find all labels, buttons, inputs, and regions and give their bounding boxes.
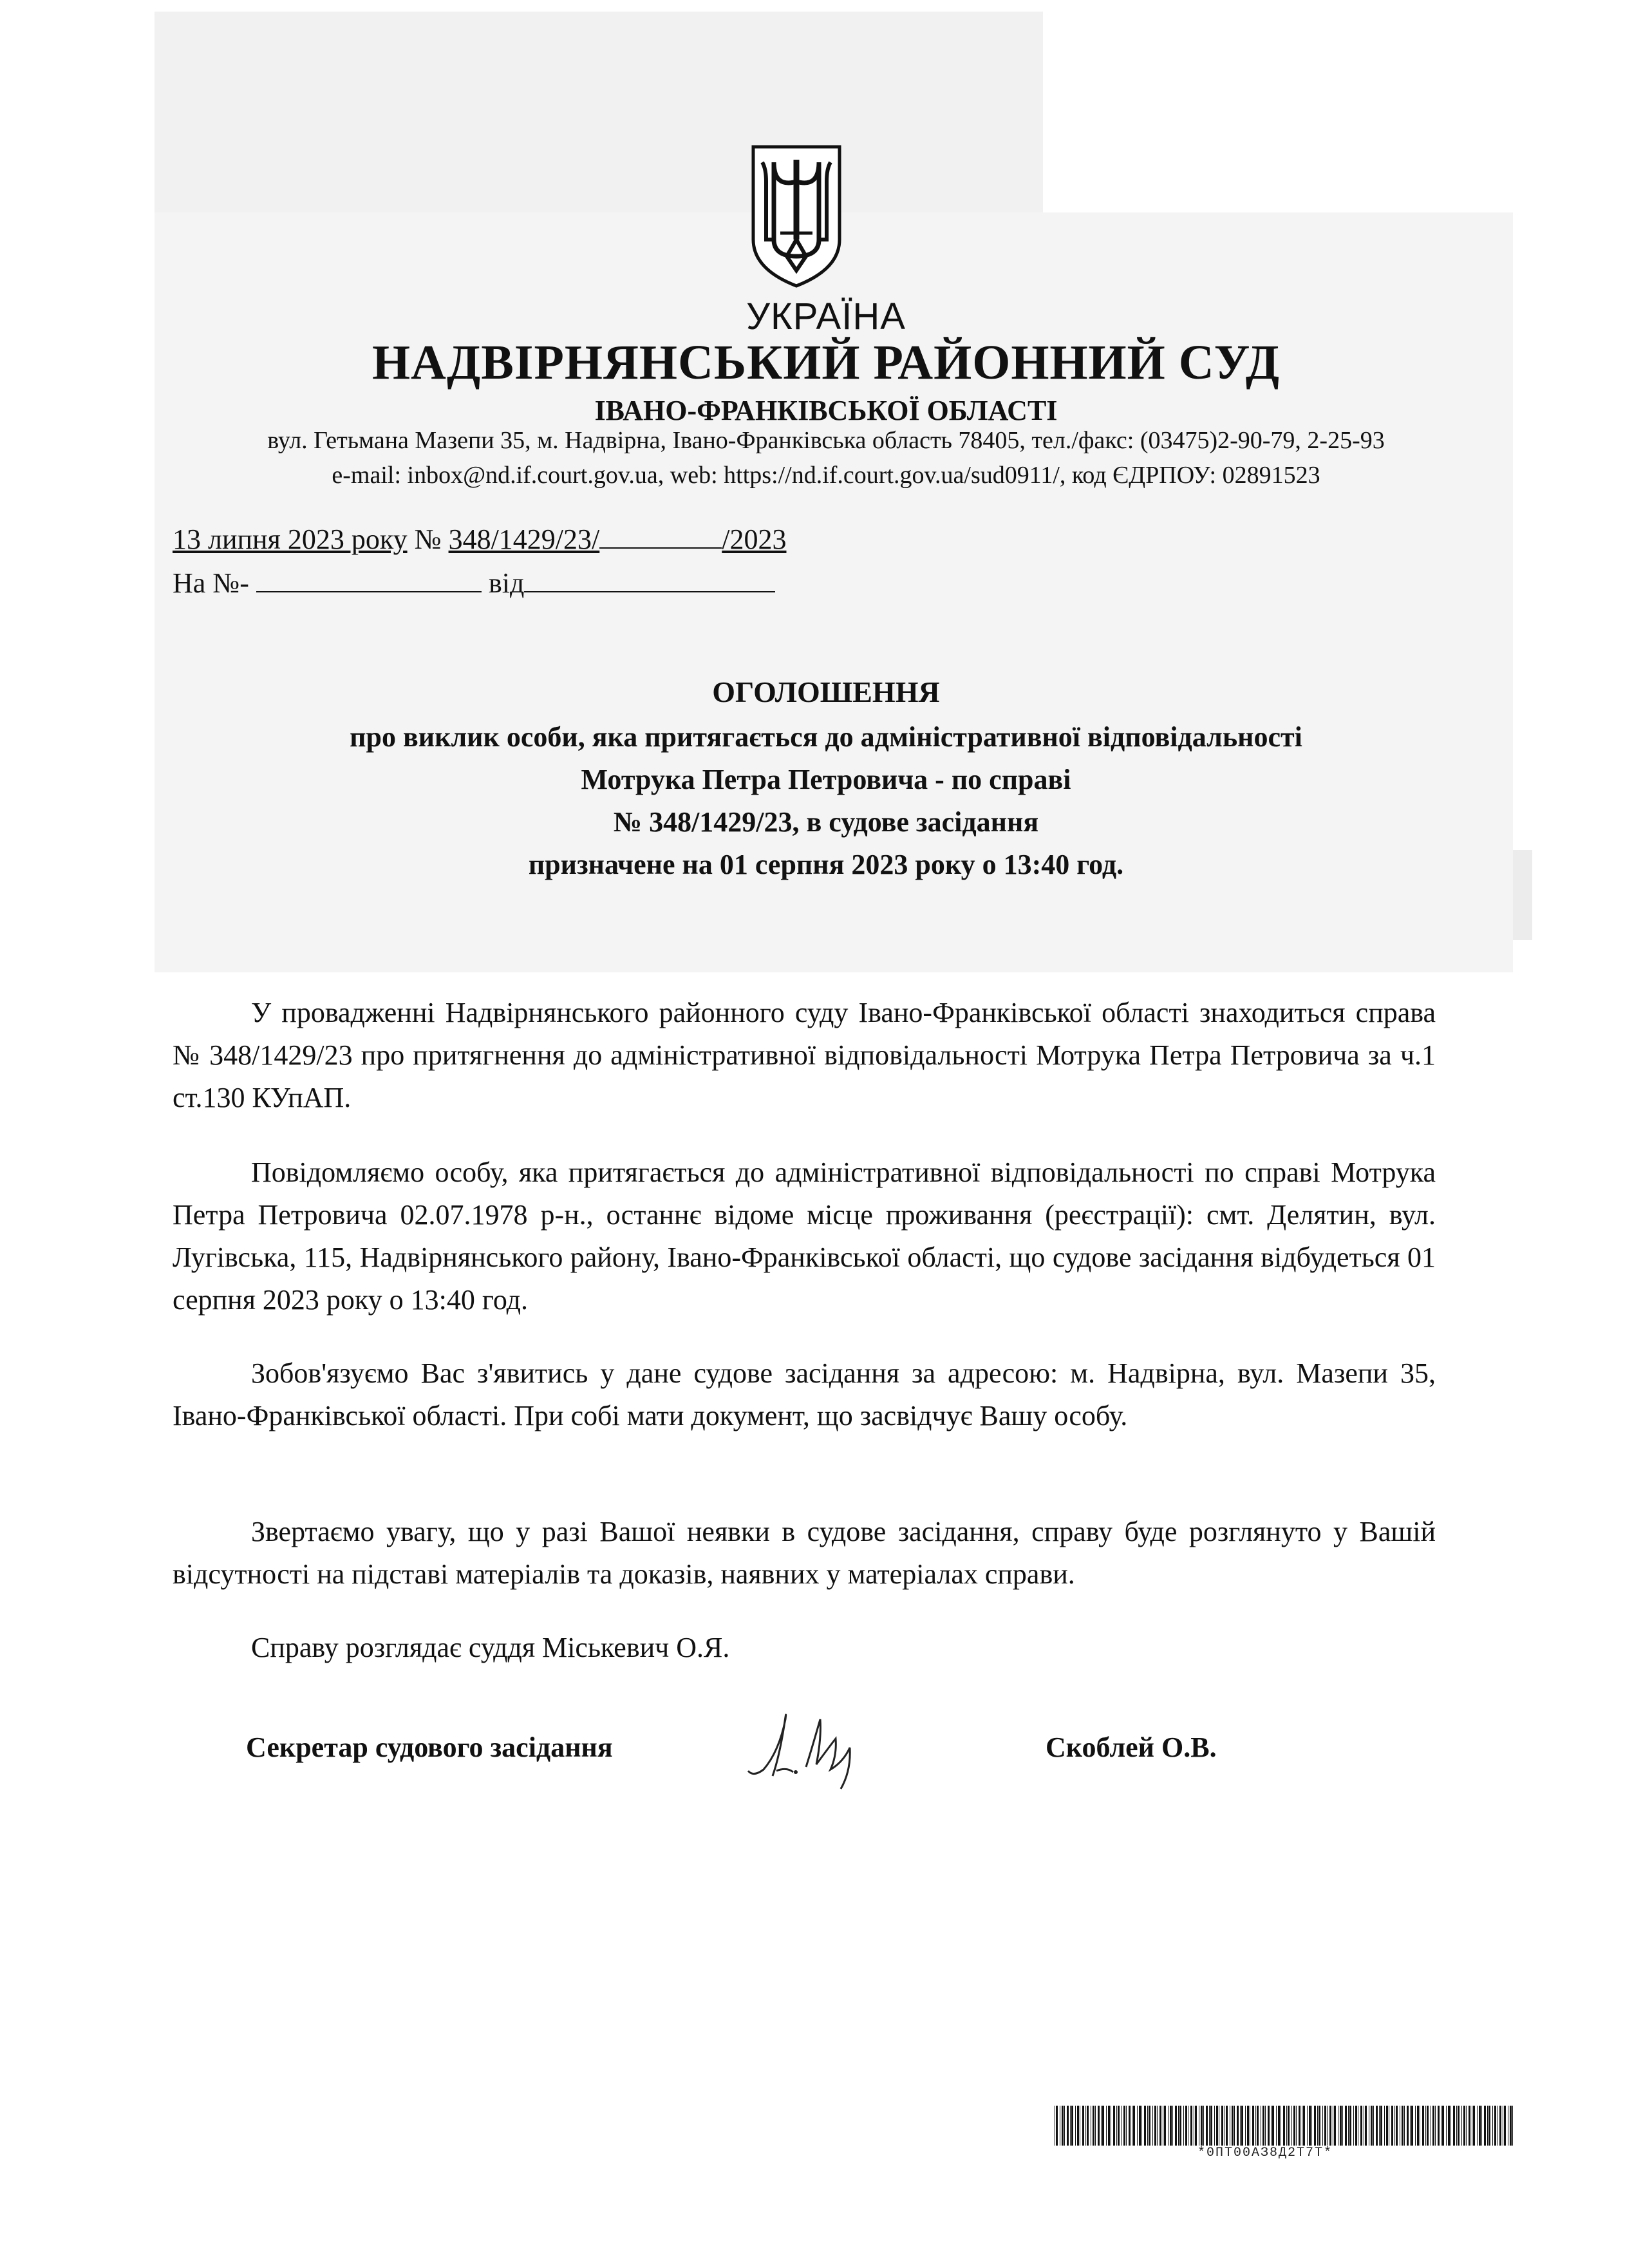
paragraph-summons xyxy=(173,1352,1436,1437)
barcode-bar xyxy=(1157,2106,1158,2146)
reference-number-prefix: 348/1429/23/ xyxy=(448,524,600,555)
paragraph-judge xyxy=(173,1627,1436,1669)
barcode-bar xyxy=(1221,2106,1223,2146)
barcode-bar xyxy=(1391,2106,1393,2146)
barcode-bar xyxy=(1265,2106,1266,2146)
reference-date: 13 липня 2023 року xyxy=(173,524,408,555)
barcode-bar xyxy=(1365,2106,1367,2146)
coat-of-arms-icon xyxy=(748,143,845,290)
barcode-bar xyxy=(1349,2106,1351,2146)
barcode-bar xyxy=(1241,2106,1243,2146)
barcode-bar xyxy=(1252,2106,1254,2146)
barcode-bar xyxy=(1479,2106,1481,2146)
barcode-bar xyxy=(1170,2106,1172,2146)
barcode-bar xyxy=(1203,2106,1204,2146)
barcode-bar xyxy=(1484,2106,1486,2146)
barcode-bar xyxy=(1129,2106,1131,2146)
barcode-bar xyxy=(1319,2106,1320,2146)
barcode-bar xyxy=(1291,2106,1292,2146)
barcode-bar xyxy=(1278,2106,1280,2146)
barcode-bar xyxy=(1448,2106,1450,2146)
barcode-bar xyxy=(1071,2106,1073,2146)
paragraph-text: У провадженні Надвірнянського районного суду Івано-Франківської області знаходиться справа № 348/1429/23 про притягнення до адміністративної відповідальності Мотрука Петра Петровича за ч.1 ст.130 КУпАП. xyxy=(173,997,1436,1113)
barcode-bar xyxy=(1085,2106,1086,2146)
incoming-reference xyxy=(173,565,775,600)
barcode-bar xyxy=(1077,2106,1079,2146)
barcode-bar xyxy=(1342,2106,1343,2146)
barcode-bar xyxy=(1168,2106,1169,2146)
barcode-bar xyxy=(1492,2106,1493,2146)
barcode-bar xyxy=(1209,2106,1210,2146)
barcode-bar xyxy=(1147,2106,1148,2146)
barcode-bar xyxy=(1415,2106,1416,2146)
barcode-bar xyxy=(1070,2106,1071,2146)
barcode-bar xyxy=(1240,2106,1241,2146)
barcode-bar xyxy=(1159,2106,1161,2146)
barcode-bar xyxy=(1164,2106,1166,2146)
barcode-bar xyxy=(1255,2106,1256,2146)
barcode-bar xyxy=(1067,2106,1069,2146)
barcode-bar xyxy=(1504,2106,1506,2146)
reference-number-blank xyxy=(599,522,722,549)
barcode-bar xyxy=(1286,2106,1287,2146)
barcode-bar xyxy=(1425,2106,1426,2146)
barcode-bar xyxy=(1453,2106,1455,2146)
barcode-bar xyxy=(1427,2106,1429,2146)
heading-line-2: Мотрука Петра Петровича - по справі xyxy=(581,764,1071,795)
barcode-bar xyxy=(1082,2106,1084,2146)
court-name: НАДВІРНЯНСЬКИЙ РАЙОННИЙ СУД xyxy=(371,335,1281,390)
barcode-bar xyxy=(1102,2106,1104,2146)
paragraph-warning xyxy=(173,1511,1436,1596)
barcode-bar xyxy=(1487,2106,1488,2146)
barcode-bar xyxy=(1417,2106,1419,2146)
barcode-bar xyxy=(1327,2106,1328,2146)
barcode-bar xyxy=(1446,2106,1447,2146)
barcode-bar xyxy=(1178,2106,1179,2146)
barcode-bar xyxy=(1334,2106,1336,2146)
document-barcode xyxy=(1053,2106,1517,2146)
barcode-bar xyxy=(1179,2106,1181,2146)
barcode-bar xyxy=(1422,2106,1424,2146)
barcode-bar xyxy=(1247,2106,1249,2146)
barcode-bar xyxy=(1190,2106,1192,2146)
barcode-bar xyxy=(1175,2106,1177,2146)
barcode-bar xyxy=(1288,2106,1290,2146)
barcode-bar xyxy=(1348,2106,1349,2146)
barcode-bar xyxy=(1185,2106,1187,2146)
paragraph-text: Зобов'язуємо Вас з'явитись у дане судове засідання за адресою: м. Надвірна, вул. Мазепи 35, Івано-Франківської області. При собі мати документ, що засвідчує Вашу особу. xyxy=(173,1357,1436,1431)
signatory-role: Секретар судового засідання xyxy=(246,1732,613,1763)
handwritten-signature xyxy=(734,1700,876,1790)
barcode-bar xyxy=(1458,2106,1460,2146)
barcode-bar xyxy=(1137,2106,1138,2146)
barcode-bar xyxy=(1360,2106,1362,2146)
barcode-bar xyxy=(1064,2106,1065,2146)
barcode-bar xyxy=(1499,2106,1501,2146)
barcode-bar xyxy=(1098,2106,1100,2146)
barcode-bar xyxy=(1172,2106,1173,2146)
barcode-bar xyxy=(1283,2106,1285,2146)
barcode-bar xyxy=(1477,2106,1478,2146)
barcode-bar xyxy=(1087,2106,1089,2146)
barcode-bar xyxy=(1118,2106,1120,2146)
barcode-bar xyxy=(1394,2106,1395,2146)
from-label: від xyxy=(488,567,525,599)
barcode-bar xyxy=(1488,2106,1490,2146)
barcode-bar xyxy=(1466,2106,1467,2146)
barcode-bar xyxy=(1396,2106,1398,2146)
barcode-bar xyxy=(1373,2106,1374,2146)
on-no-blank xyxy=(256,565,482,592)
reference-number-suffix: /2023 xyxy=(722,524,787,555)
barcode-bar xyxy=(1299,2106,1300,2146)
barcode-bar xyxy=(1435,2106,1436,2146)
court-region: ІВАНО-ФРАНКІВСЬКОЇ ОБЛАСТІ xyxy=(594,395,1058,426)
barcode-bar xyxy=(1183,2106,1184,2146)
barcode-bar xyxy=(1314,2106,1316,2146)
barcode-bar xyxy=(1340,2106,1342,2146)
barcode-bar xyxy=(1510,2106,1512,2146)
barcode-bar xyxy=(1380,2106,1382,2146)
heading-line-1: про виклик особи, яка притягається до адміністративної відповідальності xyxy=(350,721,1302,753)
barcode-bar xyxy=(1139,2106,1141,2146)
paragraph-text: Повідомляємо особу, яка притягається до адміністративної відповідальності по справі Мотрука Петра Петровича 02.07.1978 р-н., останнє відоме місце проживання (реєстрації): смт. Делятин, вул. Лугівська, 115, Надвірнянського району, Івано-Франківської області, що судове засідання відбудеться 01 серпня 2023 року о 13:40 год. xyxy=(173,1157,1436,1316)
barcode-bar xyxy=(1379,2106,1380,2146)
barcode-bar xyxy=(1442,2106,1444,2146)
barcode-bar xyxy=(1355,2106,1357,2146)
barcode-bar xyxy=(1473,2106,1475,2146)
barcode-bar xyxy=(1463,2106,1465,2146)
document-heading: ОГОЛОШЕННЯ xyxy=(712,675,940,708)
barcode-bar xyxy=(1206,2106,1208,2146)
barcode-bar xyxy=(1317,2106,1318,2146)
barcode-bar xyxy=(1226,2106,1228,2146)
barcode-bar xyxy=(1402,2106,1403,2146)
barcode-bar xyxy=(1404,2106,1405,2146)
signatory-name: Скоблей О.В. xyxy=(1046,1732,1217,1763)
barcode-bar xyxy=(1056,2106,1058,2146)
barcode-bar xyxy=(1329,2106,1331,2146)
barcode-bar xyxy=(1322,2106,1323,2146)
barcode-bar xyxy=(1232,2106,1234,2146)
barcode-bar xyxy=(1123,2106,1125,2146)
heading-line-3: № 348/1429/23, в судове засідання xyxy=(613,806,1039,838)
barcode-bar xyxy=(1268,2106,1270,2146)
barcode-bar xyxy=(1432,2106,1434,2146)
court-contacts: e-mail: inbox@nd.if.court.gov.ua, web: https://nd.if.court.gov.ua/sud0911/, код ЄДРПОУ: 02891523 xyxy=(332,462,1320,489)
paragraph-case-info xyxy=(173,992,1436,1119)
barcode-bar xyxy=(1152,2106,1153,2146)
barcode-bar xyxy=(1384,2106,1385,2146)
from-blank xyxy=(524,565,775,592)
barcode-bar xyxy=(1481,2106,1482,2146)
barcode-bar xyxy=(1257,2106,1259,2146)
barcode-bar xyxy=(1101,2106,1102,2146)
scan-shadow-top xyxy=(155,12,1043,218)
barcode-bar xyxy=(1210,2106,1212,2146)
barcode-bar xyxy=(1214,2106,1215,2146)
barcode-bar xyxy=(1469,2106,1470,2146)
barcode-bar xyxy=(1276,2106,1277,2146)
reference-number-sign: № xyxy=(414,524,442,555)
barcode-bar xyxy=(1141,2106,1142,2146)
barcode-text: *0ПТ00АЗ8Д2Т7Т* xyxy=(1197,2146,1333,2160)
barcode-bar xyxy=(1309,2106,1311,2146)
barcode-bar xyxy=(1411,2106,1413,2146)
barcode-bar xyxy=(1093,2106,1094,2146)
barcode-bar xyxy=(1293,2106,1295,2146)
barcode-bar xyxy=(1237,2106,1239,2146)
country-name: УКРАЇНА xyxy=(746,296,906,337)
barcode-bar xyxy=(1113,2106,1115,2146)
barcode-bar xyxy=(1461,2106,1462,2146)
barcode-bar xyxy=(1307,2106,1308,2146)
barcode-bar xyxy=(1303,2106,1305,2146)
paragraph-text: Звертаємо увагу, що у разі Вашої неявки в судове засідання, справу буде розглянуто у Вашій відсутності на підставі матеріалів та доказів, наявних у матеріалах справи. xyxy=(173,1516,1436,1590)
barcode-bar xyxy=(1376,2106,1378,2146)
paragraph-notification xyxy=(173,1151,1436,1321)
barcode-bar xyxy=(1296,2106,1297,2146)
barcode-bar xyxy=(1371,2106,1373,2146)
barcode-bar xyxy=(1386,2106,1388,2146)
barcode-bar xyxy=(1095,2106,1096,2146)
barcode-bar xyxy=(1324,2106,1326,2146)
barcode-bar xyxy=(1144,2106,1146,2146)
barcode-bar xyxy=(1271,2106,1272,2146)
barcode-bar xyxy=(1195,2106,1197,2146)
barcode-bar xyxy=(1450,2106,1451,2146)
barcode-bar xyxy=(1262,2106,1264,2146)
barcode-bar xyxy=(1234,2106,1235,2146)
barcode-bar xyxy=(1494,2106,1496,2146)
heading-line-4: призначене на 01 серпня 2023 року о 13:40 год. xyxy=(528,849,1124,880)
barcode-bar xyxy=(1133,2106,1135,2146)
barcode-bar xyxy=(1216,2106,1218,2146)
paragraph-text: Справу розглядає суддя Міськевич О.Я. xyxy=(251,1632,730,1663)
barcode-bar xyxy=(1456,2106,1457,2146)
barcode-bar xyxy=(1272,2106,1274,2146)
barcode-bar xyxy=(1116,2106,1117,2146)
barcode-bar xyxy=(1311,2106,1312,2146)
barcode-bar xyxy=(1126,2106,1127,2146)
barcode-bar xyxy=(1353,2106,1354,2146)
barcode-bar xyxy=(1106,2106,1107,2146)
barcode-bar xyxy=(1512,2106,1513,2146)
barcode-bar xyxy=(1062,2106,1064,2146)
outgoing-reference xyxy=(173,522,787,556)
barcode-bar xyxy=(1149,2106,1150,2146)
barcode-bar xyxy=(1407,2106,1409,2146)
on-no-label: На №- xyxy=(173,567,249,599)
barcode-bar xyxy=(1410,2106,1411,2146)
barcode-bar xyxy=(1201,2106,1203,2146)
barcode-bar xyxy=(1245,2106,1246,2146)
barcode-bar xyxy=(1345,2106,1347,2146)
court-address: вул. Гетьмана Мазепи 35, м. Надвірна, Івано-Франківська область 78405, тел./факс: (03475)2-90-79, 2-25-93 xyxy=(267,427,1385,454)
barcode-bar xyxy=(1108,2106,1110,2146)
barcode-bar xyxy=(1154,2106,1156,2146)
barcode-bar xyxy=(1075,2106,1076,2146)
barcode-bar xyxy=(1438,2106,1440,2146)
